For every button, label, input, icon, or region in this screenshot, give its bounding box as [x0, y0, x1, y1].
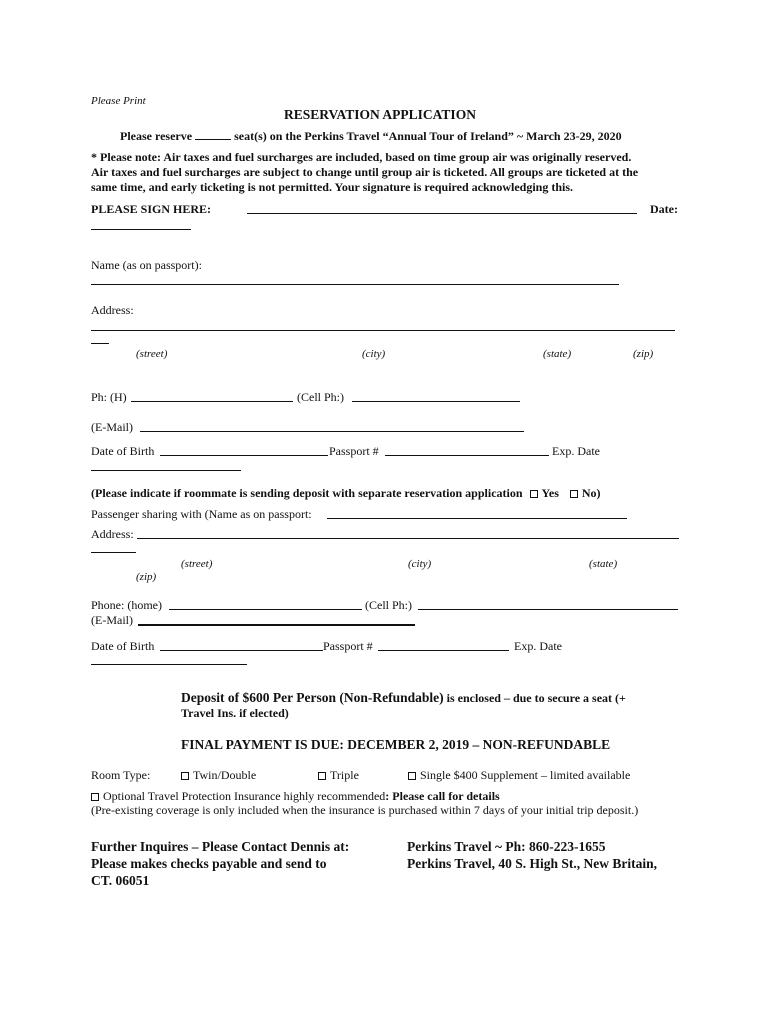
footer-payable: Please makes checks payable and send to	[91, 856, 327, 871]
roommate-address-label: Address:	[91, 527, 134, 541]
roommate-phone-home-field[interactable]	[169, 609, 362, 610]
dob-field[interactable]	[160, 455, 328, 456]
no-label: No)	[581, 486, 601, 500]
final-payment-notice: FINAL PAYMENT IS DUE: DECEMBER 2, 2019 – NON-REFUNDABLE	[181, 737, 611, 752]
deposit-line-2: Travel Ins. if elected)	[181, 706, 289, 720]
roommate-question	[91, 486, 601, 500]
footer-phone: Perkins Travel ~ Ph: 860-223-1655	[407, 839, 606, 854]
name-field[interactable]	[91, 284, 619, 285]
phone-home-label: Ph: (H)	[91, 390, 127, 404]
sharing-label: Passenger sharing with (Name as on passport:	[91, 507, 312, 521]
roommate-dob-label: Date of Birth	[91, 639, 155, 653]
note-line-3: same time, and early ticketing is not permitted. Your signature is required acknowledging this.	[91, 180, 574, 194]
insurance-checkbox[interactable]	[91, 793, 99, 801]
exp-date-label: Exp. Date	[552, 444, 600, 458]
roommate-email-field[interactable]	[138, 624, 415, 626]
room-option-triple[interactable]	[318, 768, 359, 782]
sharing-name-field[interactable]	[327, 518, 627, 519]
no-checkbox[interactable]	[570, 490, 578, 498]
roommate-address-field-continued[interactable]	[91, 552, 136, 553]
insurance-text: Optional Travel Protection Insurance highly recommended	[103, 789, 386, 803]
roommate-zip-caption: (zip)	[136, 571, 157, 583]
email-field[interactable]	[140, 431, 524, 432]
phone-home-field[interactable]	[131, 401, 293, 402]
yes-label: Yes	[541, 486, 559, 500]
page-title: RESERVATION APPLICATION	[284, 107, 476, 122]
sign-label: PLEASE SIGN HERE:	[91, 202, 212, 216]
please-print-note: Please Print	[91, 95, 146, 107]
roommate-exp-date-field[interactable]	[91, 664, 247, 665]
roommate-question-text: (Please indicate if roommate is sending deposit with separate reservation application	[91, 486, 523, 500]
roommate-address-field[interactable]	[137, 538, 679, 539]
date-label: Date:	[650, 202, 678, 216]
yes-checkbox[interactable]	[530, 490, 538, 498]
seats-count-field[interactable]	[195, 128, 231, 140]
signature-field[interactable]	[247, 213, 637, 214]
insurance-line	[91, 789, 500, 803]
cell-phone-field[interactable]	[352, 401, 520, 402]
roommate-email-label: (E-Mail)	[91, 613, 133, 627]
footer-zip: CT. 06051	[91, 873, 150, 888]
dob-label: Date of Birth	[91, 444, 155, 458]
roommate-cell-phone-label: (Cell Ph:)	[365, 598, 412, 612]
deposit-line	[181, 690, 626, 706]
address-label: Address:	[91, 303, 134, 317]
triple-label: Triple	[330, 768, 359, 782]
room-type-label: Room Type:	[91, 768, 151, 782]
roommate-city-caption: (city)	[408, 558, 432, 570]
triple-checkbox[interactable]	[318, 772, 326, 780]
passport-label: Passport #	[329, 444, 379, 458]
insurance-note: (Pre-existing coverage is only included when the insurance is purchased within 7 days of your initial trip deposit.)	[91, 803, 639, 817]
cell-phone-label: (Cell Ph:)	[297, 390, 344, 404]
roommate-cell-phone-field[interactable]	[418, 609, 678, 610]
room-option-twin[interactable]	[181, 768, 256, 782]
address-field-continued[interactable]	[91, 343, 109, 344]
state-caption: (state)	[543, 348, 572, 360]
reserve-prefix: Please reserve	[120, 129, 193, 143]
twin-label: Twin/Double	[193, 768, 257, 782]
room-option-single[interactable]	[408, 768, 630, 782]
street-caption: (street)	[136, 348, 168, 360]
passport-field[interactable]	[385, 455, 549, 456]
city-caption: (city)	[362, 348, 386, 360]
twin-checkbox[interactable]	[181, 772, 189, 780]
address-field[interactable]	[91, 330, 675, 331]
date-field[interactable]	[91, 229, 191, 230]
insurance-call: : Please call for details	[385, 789, 500, 803]
deposit-detail: is enclosed – due to secure a seat (+	[443, 691, 626, 705]
exp-date-field[interactable]	[91, 470, 241, 471]
roommate-street-caption: (street)	[181, 558, 213, 570]
roommate-state-caption: (state)	[589, 558, 618, 570]
footer-contact: Further Inquires – Please Contact Dennis at:	[91, 839, 350, 854]
reserve-suffix: seat(s) on the Perkins Travel “Annual Tour of Ireland” ~ March 23-29, 2020	[234, 129, 622, 143]
note-line-1: * Please note: Air taxes and fuel surcharges are included, based on time group air was originally reserved.	[91, 150, 632, 164]
roommate-passport-label: Passport #	[323, 639, 373, 653]
single-checkbox[interactable]	[408, 772, 416, 780]
roommate-passport-field[interactable]	[378, 650, 509, 651]
reserve-line	[120, 128, 622, 143]
footer-address: Perkins Travel, 40 S. High St., New Britain,	[407, 856, 658, 871]
name-label: Name (as on passport):	[91, 258, 202, 272]
roommate-exp-date-label: Exp. Date	[514, 639, 562, 653]
roommate-phone-home-label: Phone: (home)	[91, 598, 162, 612]
email-label: (E-Mail)	[91, 420, 133, 434]
roommate-dob-field[interactable]	[160, 650, 323, 651]
zip-caption: (zip)	[633, 348, 654, 360]
single-label: Single $400 Supplement – limited available	[420, 768, 631, 782]
note-line-2: Air taxes and fuel surcharges are subject to change until group air is ticketed. All groups are ticketed at the	[91, 165, 639, 179]
deposit-amount: Deposit of $600 Per Person (Non-Refundable)	[181, 690, 444, 705]
